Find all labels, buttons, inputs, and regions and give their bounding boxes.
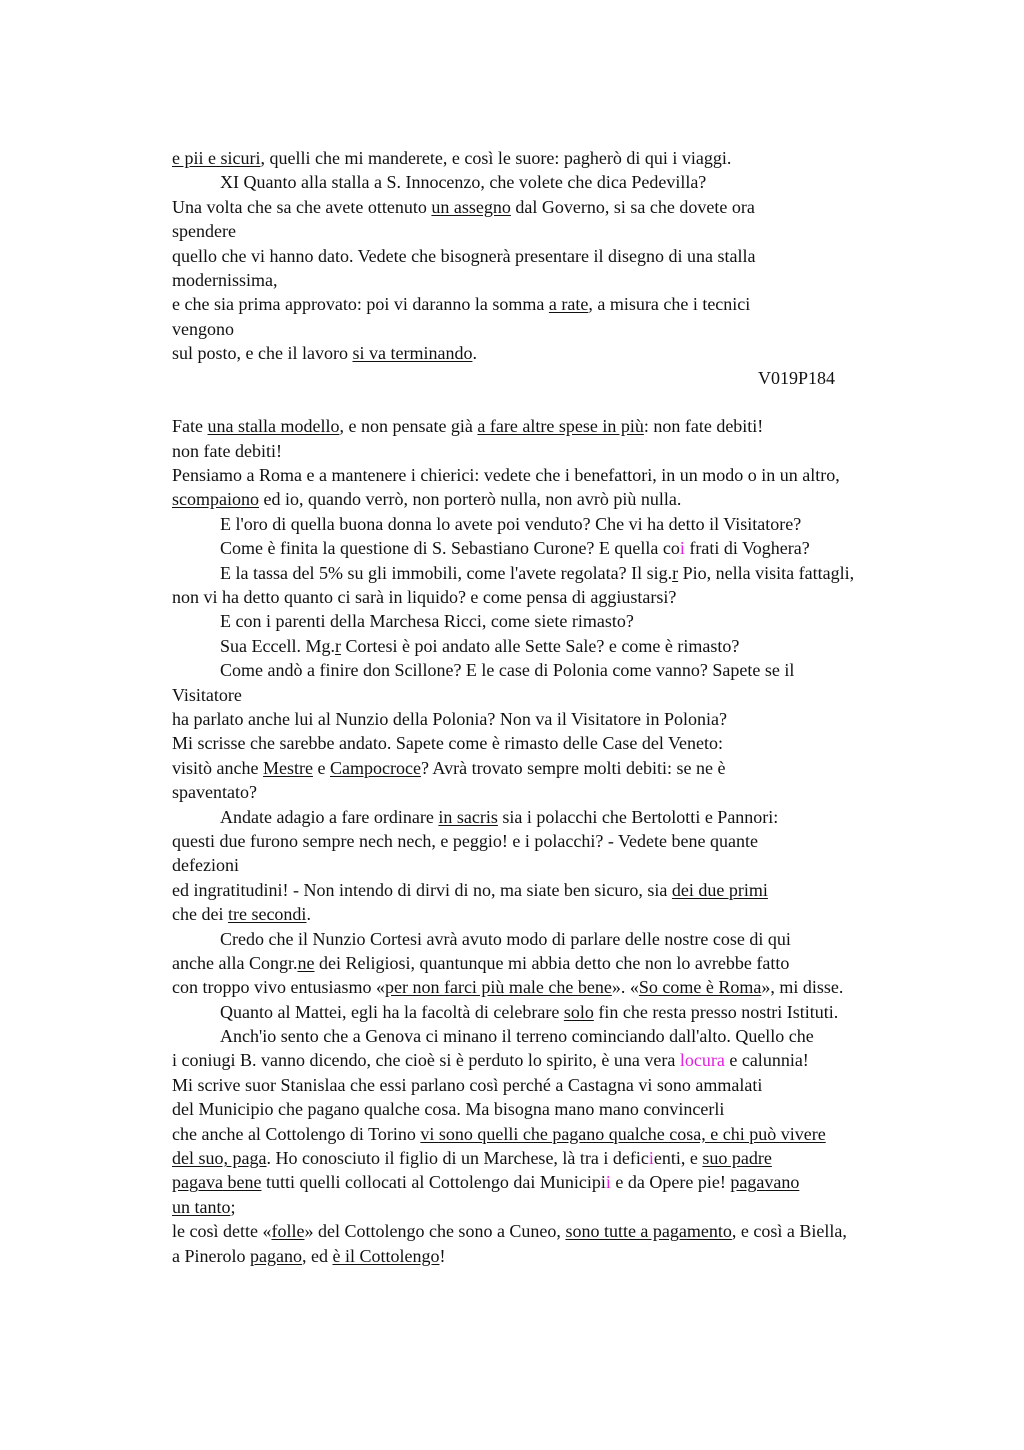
underlined-text: a rate xyxy=(548,294,589,315)
highlighted-text: i xyxy=(605,1172,611,1193)
text-line xyxy=(172,609,972,633)
text-segment: , a misura che i tecnici xyxy=(588,294,751,315)
text-line xyxy=(172,1244,972,1268)
text-line xyxy=(172,170,972,194)
text-segment: » del Cottolengo che sono a Cuneo, xyxy=(304,1221,566,1242)
text-line xyxy=(172,512,972,536)
underlined-text: pagavano xyxy=(730,1172,800,1193)
text-segment: sul posto, e che il lavoro xyxy=(172,343,353,364)
text-segment: che anche al Cottolengo di Torino xyxy=(172,1123,421,1144)
text-line xyxy=(172,878,972,902)
text-line xyxy=(172,1000,972,1024)
text-segment: dal Governo, si sa che dovete ora xyxy=(510,196,755,217)
text-line xyxy=(172,317,972,341)
underlined-text: un tanto xyxy=(172,1196,231,1217)
text-line xyxy=(172,463,972,487)
text-line xyxy=(172,902,972,926)
text-segment: questi due furono sempre nech nech, e peggio! e i polacchi? - Vedete bene quante xyxy=(172,830,758,851)
text-line xyxy=(172,292,972,316)
underlined-text: dei due primi xyxy=(671,879,768,900)
text-segment: XI Quanto alla stalla a S. Innocenzo, che volete che dica Pedevilla? xyxy=(220,172,707,193)
text-segment: non vi ha detto quanto ci sarà in liquido? e come pensa di aggiustarsi? xyxy=(172,587,677,608)
text-line xyxy=(172,341,972,365)
underlined-text: a fare altre spese in più xyxy=(477,416,644,437)
text-segment: e che sia prima approvato: poi vi daranno la somma xyxy=(172,294,549,315)
text-segment: E con i parenti della Marchesa Ricci, come siete rimasto? xyxy=(220,611,634,632)
text-segment: enti, e xyxy=(653,1148,703,1169)
text-segment: Mi scrisse che sarebbe andato. Sapete come è rimasto delle Case del Veneto: xyxy=(172,733,723,754)
text-line xyxy=(172,487,972,511)
highlighted-text: locura xyxy=(679,1050,725,1071)
text-line xyxy=(172,780,972,804)
underlined-text: ne xyxy=(297,952,315,973)
text-segment: anche alla Congr. xyxy=(172,952,298,973)
text-segment: , e non pensate già xyxy=(339,416,478,437)
text-line xyxy=(172,219,972,243)
underlined-text: in sacris xyxy=(438,806,498,827)
text-line xyxy=(172,536,972,560)
underlined-text: r xyxy=(334,635,341,656)
text-line xyxy=(172,1122,972,1146)
text-line xyxy=(172,561,972,585)
underlined-text: sono tutte a pagamento xyxy=(565,1221,732,1242)
text-segment: V019P184 xyxy=(758,367,836,388)
text-segment: dei Religiosi, quantunque mi abbia detto che non lo avrebbe fatto xyxy=(314,952,790,973)
text-segment: Credo che il Nunzio Cortesi avrà avuto modo di parlare delle nostre cose di qui xyxy=(220,928,791,949)
text-line xyxy=(172,1146,972,1170)
text-segment: . xyxy=(472,343,477,364)
text-segment: , quelli che mi manderete, e così le suore: pagherò di qui i viaggi. xyxy=(260,148,732,168)
text-segment: e calunnia! xyxy=(724,1050,809,1071)
text-segment: modernissima, xyxy=(172,269,278,290)
text-segment: E la tassa del 5% su gli immobili, come l'avete regolata? Il sig. xyxy=(220,562,673,583)
underlined-text: Campocroce xyxy=(329,757,421,778)
text-segment: Come è finita la questione di S. Sebastiano Curone? E quella co xyxy=(220,538,680,559)
text-segment: frati di Voghera? xyxy=(684,538,810,559)
text-segment: ha parlato anche lui al Nunzio della Polonia? Non va il Visitatore in Polonia? xyxy=(172,708,727,729)
highlighted-text: i xyxy=(648,1148,654,1169)
text-line xyxy=(172,707,972,731)
text-segment: defezioni xyxy=(172,855,239,876)
text-segment: . xyxy=(306,904,311,925)
text-line xyxy=(172,1073,972,1097)
text-segment: ed ingratitudini! - Non intendo di dirvi di no, ma siate ben sicuro, sia xyxy=(172,879,672,900)
text-segment: non fate debiti! xyxy=(172,440,282,461)
text-line xyxy=(172,439,972,463)
text-line xyxy=(172,658,972,682)
text-line xyxy=(172,1219,972,1243)
underlined-text: So come è Roma xyxy=(638,977,762,998)
text-segment: : non fate debiti! xyxy=(643,416,764,437)
text-segment: vengono xyxy=(172,318,234,339)
text-line xyxy=(172,244,972,268)
highlighted-text: i xyxy=(679,538,685,559)
text-segment: ed io, quando verrò, non porterò nulla, non avrò più nulla. xyxy=(259,489,682,510)
text-line xyxy=(172,634,972,658)
text-segment: spaventato? xyxy=(172,782,257,803)
underlined-text: folle xyxy=(271,1221,305,1242)
underlined-text: si va terminando xyxy=(352,343,473,364)
text-segment: Pio, nella visita fattagli, xyxy=(678,562,855,583)
underlined-text: suo padre xyxy=(702,1148,772,1169)
text-line xyxy=(172,829,972,853)
text-line xyxy=(172,1097,972,1121)
text-segment: E l'oro di quella buona donna lo avete poi venduto? Che vi ha detto il Visitatore? xyxy=(220,513,802,534)
text-line xyxy=(172,683,972,707)
underlined-text: una stalla modello xyxy=(207,416,340,437)
text-segment: del Municipio che pagano qualche cosa. Ma bisogna mano mano convincerli xyxy=(172,1099,725,1120)
text-line xyxy=(172,756,972,780)
page-reference xyxy=(172,366,972,390)
underlined-text: del suo, paga xyxy=(172,1148,267,1169)
text-line xyxy=(172,268,972,292)
text-line xyxy=(172,1024,972,1048)
text-segment: sia i polacchi che Bertolotti e Pannori: xyxy=(497,806,779,827)
text-line xyxy=(172,414,972,438)
text-segment: con troppo vivo entusiasmo « xyxy=(172,977,385,998)
text-segment: a Pinerolo xyxy=(172,1245,250,1266)
text-line xyxy=(172,805,972,829)
text-segment: quello che vi hanno dato. Vedete che bisognerà presentare il disegno di una stalla xyxy=(172,245,756,266)
text-segment: le così dette « xyxy=(172,1221,272,1242)
text-segment: , ed xyxy=(301,1245,333,1266)
text-segment: fin che resta presso nostri Istituti. xyxy=(593,1001,839,1022)
text-segment: Mi scrive suor Stanislaa che essi parlano così perché a Castagna vi sono ammalati xyxy=(172,1074,763,1095)
text-line xyxy=(172,927,972,951)
text-segment: Andate adagio a fare ordinare xyxy=(220,806,439,827)
underlined-text: Mestre xyxy=(262,757,313,778)
underlined-text: un assegno xyxy=(431,196,511,217)
text-line xyxy=(172,731,972,755)
text-segment: Fate xyxy=(172,416,208,437)
text-line xyxy=(172,1170,972,1194)
text-line xyxy=(172,146,972,170)
underlined-text: scompaiono xyxy=(172,489,259,510)
text-line xyxy=(172,951,972,975)
text-segment: ? Avrà trovato sempre molti debiti: se ne è xyxy=(420,757,726,778)
text-segment: e xyxy=(312,757,330,778)
underlined-text: vi sono quelli che pagano qualche cosa, e chi può vivere xyxy=(420,1123,826,1144)
text-segment: Visitatore xyxy=(172,684,242,705)
text-segment: ». « xyxy=(611,977,639,998)
underlined-text: solo xyxy=(563,1001,594,1022)
text-line xyxy=(172,1048,972,1072)
underlined-text: e pii e sicuri xyxy=(172,148,261,168)
text-segment: , e così a Biella, xyxy=(731,1221,847,1242)
text-line xyxy=(172,1195,972,1219)
text-segment: Sua Eccell. Mg. xyxy=(220,635,335,656)
text-line xyxy=(172,195,972,219)
letter-text xyxy=(172,146,972,1268)
text-segment: », mi disse. xyxy=(761,977,844,998)
text-segment: visitò anche xyxy=(172,757,263,778)
text-segment: Come andò a finire don Scillone? E le case di Polonia come vanno? Sapete se il xyxy=(220,660,795,681)
text-segment: Una volta che sa che avete ottenuto xyxy=(172,196,432,217)
text-segment: Quanto al Mattei, egli ha la facoltà di celebrare xyxy=(220,1001,564,1022)
underlined-text: r xyxy=(672,562,679,583)
text-segment: . Ho conosciuto il figlio di un Marchese, là tra i defic xyxy=(266,1148,649,1169)
text-segment: ! xyxy=(439,1245,446,1266)
text-segment: ; xyxy=(230,1196,236,1217)
blank-line xyxy=(172,390,972,414)
text-segment: i coniugi B. vanno dicendo, che cioè si è perduto lo spirito, è una vera xyxy=(172,1050,680,1071)
text-segment: e da Opere pie! xyxy=(610,1172,731,1193)
underlined-text: tre secondi xyxy=(227,904,307,925)
text-segment: Cortesi è poi andato alle Sette Sale? e come è rimasto? xyxy=(340,635,740,656)
text-line xyxy=(172,585,972,609)
text-segment: Pensiamo a Roma e a mantenere i chierici: vedete che i benefattori, in un modo o in un altro, xyxy=(172,465,840,486)
underlined-text: per non farci più male che bene xyxy=(384,977,612,998)
underlined-text: pagava bene xyxy=(172,1172,262,1193)
underlined-text: è il Cottolengo xyxy=(332,1245,440,1266)
text-segment: che dei xyxy=(172,904,228,925)
text-segment: tutti quelli collocati al Cottolengo dai Municipi xyxy=(261,1172,606,1193)
underlined-text: pagano xyxy=(250,1245,302,1266)
text-segment: Anch'io sento che a Genova ci minano il terreno cominciando dall'alto. Quello che xyxy=(220,1026,814,1047)
text-line xyxy=(172,853,972,877)
text-segment: spendere xyxy=(172,221,236,242)
text-line xyxy=(172,975,972,999)
